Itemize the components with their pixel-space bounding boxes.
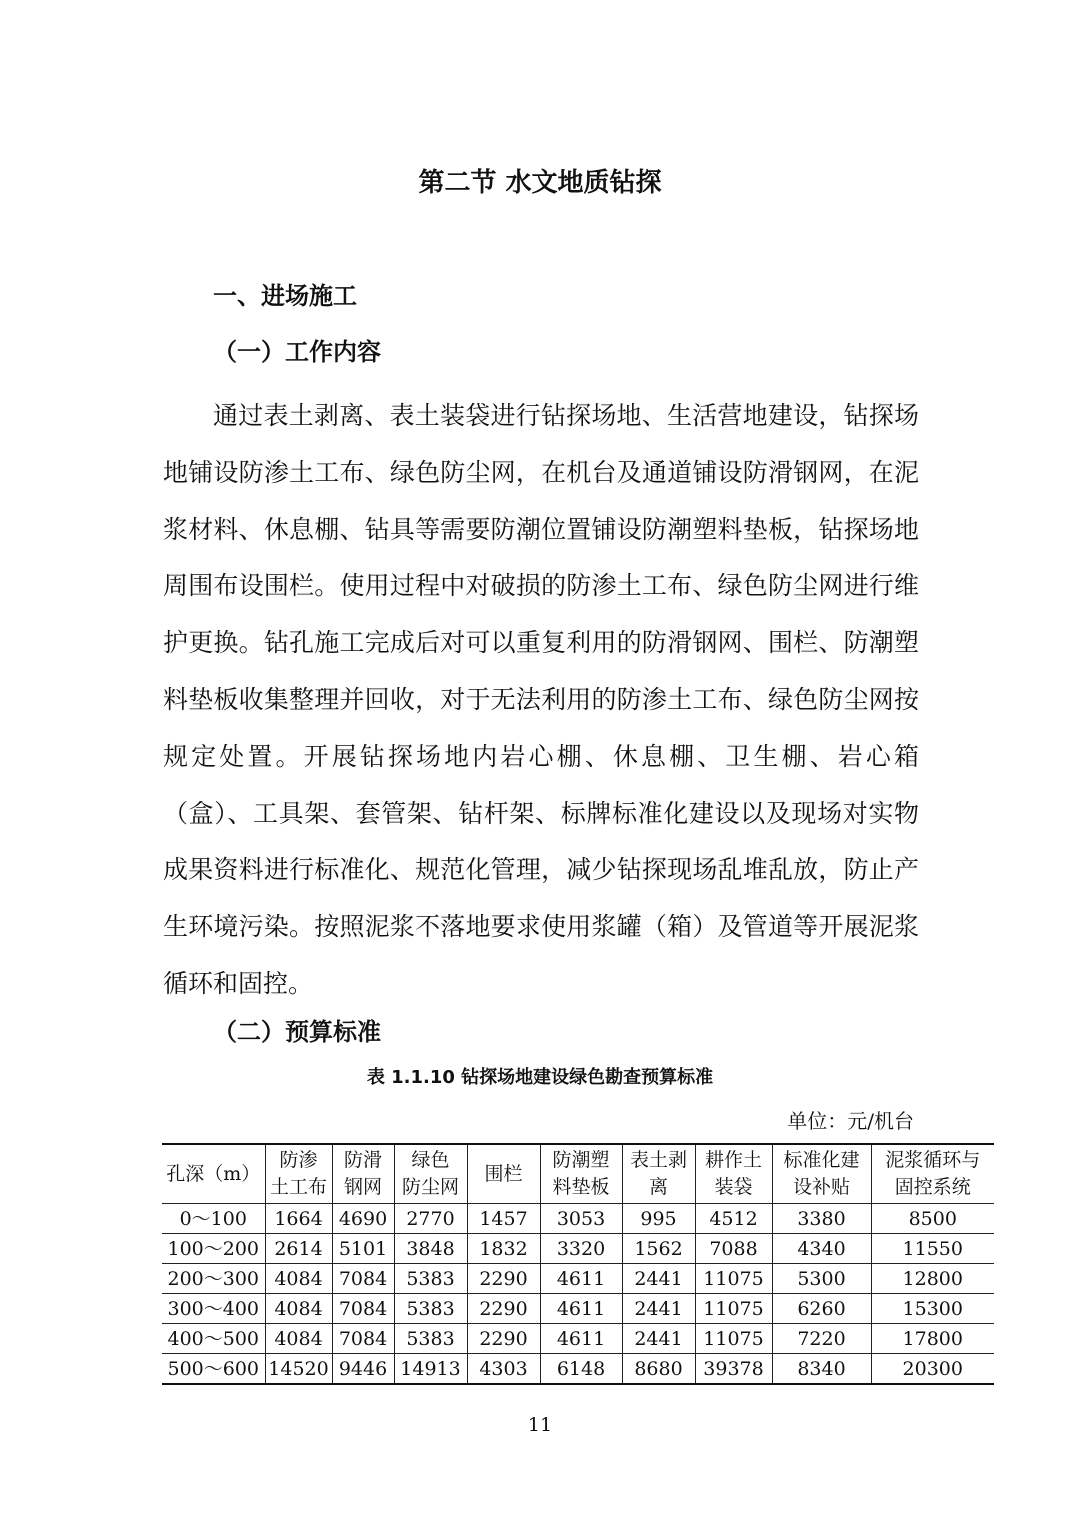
value-cell: 4690 [332,1204,394,1234]
budget-table [162,1143,994,1385]
value-cell: 1832 [467,1234,540,1264]
value-cell: 2290 [467,1324,540,1354]
value-cell: 8340 [772,1354,871,1385]
value-cell: 11550 [871,1234,994,1264]
value-cell: 4512 [695,1204,772,1234]
table-row [162,1234,994,1264]
value-cell: 2441 [622,1264,695,1294]
value-cell: 12800 [871,1264,994,1294]
value-cell: 3848 [394,1234,467,1264]
value-cell: 2290 [467,1264,540,1294]
value-cell: 995 [622,1204,695,1234]
value-cell: 3053 [540,1204,622,1234]
table-caption: 表 1.1.10 钻探场地建设绿色勘查预算标准 [366,1067,714,1088]
table-header-row [162,1144,994,1204]
value-cell: 5383 [394,1324,467,1354]
table-row [162,1354,994,1385]
value-cell: 5383 [394,1264,467,1294]
value-cell: 3380 [772,1204,871,1234]
header-standardization-subsidy: 标准化建 设补贴 [772,1144,871,1204]
section-title: 第二节 水文地质钻探 [418,168,662,198]
header-dust-net: 绿色 防尘网 [394,1144,467,1204]
header-moisture-board: 防潮塑 料垫板 [540,1144,622,1204]
header-soil-bagging: 耕作土 装袋 [695,1144,772,1204]
value-cell: 2290 [467,1294,540,1324]
header-mud-system: 泥浆循环与 固控系统 [871,1144,994,1204]
header-topsoil-stripping: 表土剥 离 [622,1144,695,1204]
header-steel-mesh: 防滑 钢网 [332,1144,394,1204]
table-body [162,1204,994,1385]
value-cell: 7220 [772,1324,871,1354]
depth-cell: 400～500 [162,1324,265,1354]
depth-cell: 300～400 [162,1294,265,1324]
value-cell: 11075 [695,1294,772,1324]
page-number: 11 [527,1414,553,1436]
value-cell: 2441 [622,1294,695,1324]
value-cell: 14913 [394,1354,467,1385]
value-cell: 7088 [695,1234,772,1264]
value-cell: 20300 [871,1354,994,1385]
table-row [162,1204,994,1234]
value-cell: 2614 [265,1234,332,1264]
value-cell: 7084 [332,1294,394,1324]
value-cell: 2770 [394,1204,467,1234]
table-row [162,1294,994,1324]
value-cell: 11075 [695,1324,772,1354]
value-cell: 8680 [622,1354,695,1385]
header-hole-depth: 孔深（m） [162,1144,265,1204]
value-cell: 5383 [394,1294,467,1324]
subheading-work-content: （一）工作内容 [213,338,381,366]
value-cell: 4084 [265,1264,332,1294]
depth-cell: 0～100 [162,1204,265,1234]
value-cell: 4084 [265,1324,332,1354]
subheading-budget-standard: （二）预算标准 [213,1018,381,1046]
value-cell: 4303 [467,1354,540,1385]
value-cell: 11075 [695,1264,772,1294]
depth-cell: 500～600 [162,1354,265,1385]
header-fence: 围栏 [467,1144,540,1204]
value-cell: 7084 [332,1264,394,1294]
value-cell: 9446 [332,1354,394,1385]
work-content-paragraph: 通过表土剥离、表土装袋进行钻探场地、生活营地建设，钻探场地铺设防渗土工布、绿色防尘网，在机台及通道铺设防滑钢网，在泥浆材料、休息棚、钻具等需要防潮位置铺设防潮塑料垫板，钻探场地周围布设围栏。使用过程中对破损的防渗土工布、绿色防尘网进行维护更换。钻孔施工完成后对可以重复利用的防滑钢网、围栏、防潮塑料垫板收集整理并回收，对于无法利用的防渗土工布、绿色防尘网按规定处置。开展钻探场地内岩心棚、休息棚、卫生棚、岩心箱（盒）、工具架、套管架、钻杆架、标牌标准化建设以及现场对实物成果资料进行标准化、规范化管理，减少钻探现场乱堆乱放，防止产生环境污染。按照泥浆不落地要求使用浆罐（箱）及管道等开展泥浆循环和固控。 [163,401,919,998]
value-cell: 7084 [332,1324,394,1354]
value-cell: 14520 [265,1354,332,1385]
value-cell: 4611 [540,1324,622,1354]
value-cell: 1664 [265,1204,332,1234]
value-cell: 1562 [622,1234,695,1264]
value-cell: 17800 [871,1324,994,1354]
value-cell: 6260 [772,1294,871,1324]
unit-note: 单位：元/机台 [787,1109,914,1133]
heading-entry-construction: 一、进场施工 [213,282,357,310]
header-geotextile: 防渗 土工布 [265,1144,332,1204]
table-row [162,1264,994,1294]
depth-cell: 200～300 [162,1264,265,1294]
value-cell: 39378 [695,1354,772,1385]
value-cell: 2441 [622,1324,695,1354]
value-cell: 5101 [332,1234,394,1264]
value-cell: 3320 [540,1234,622,1264]
value-cell: 1457 [467,1204,540,1234]
table-row [162,1324,994,1354]
depth-cell: 100～200 [162,1234,265,1264]
value-cell: 4611 [540,1294,622,1324]
value-cell: 4611 [540,1264,622,1294]
value-cell: 5300 [772,1264,871,1294]
value-cell: 4084 [265,1294,332,1324]
value-cell: 4340 [772,1234,871,1264]
value-cell: 6148 [540,1354,622,1385]
value-cell: 8500 [871,1204,994,1234]
value-cell: 15300 [871,1294,994,1324]
